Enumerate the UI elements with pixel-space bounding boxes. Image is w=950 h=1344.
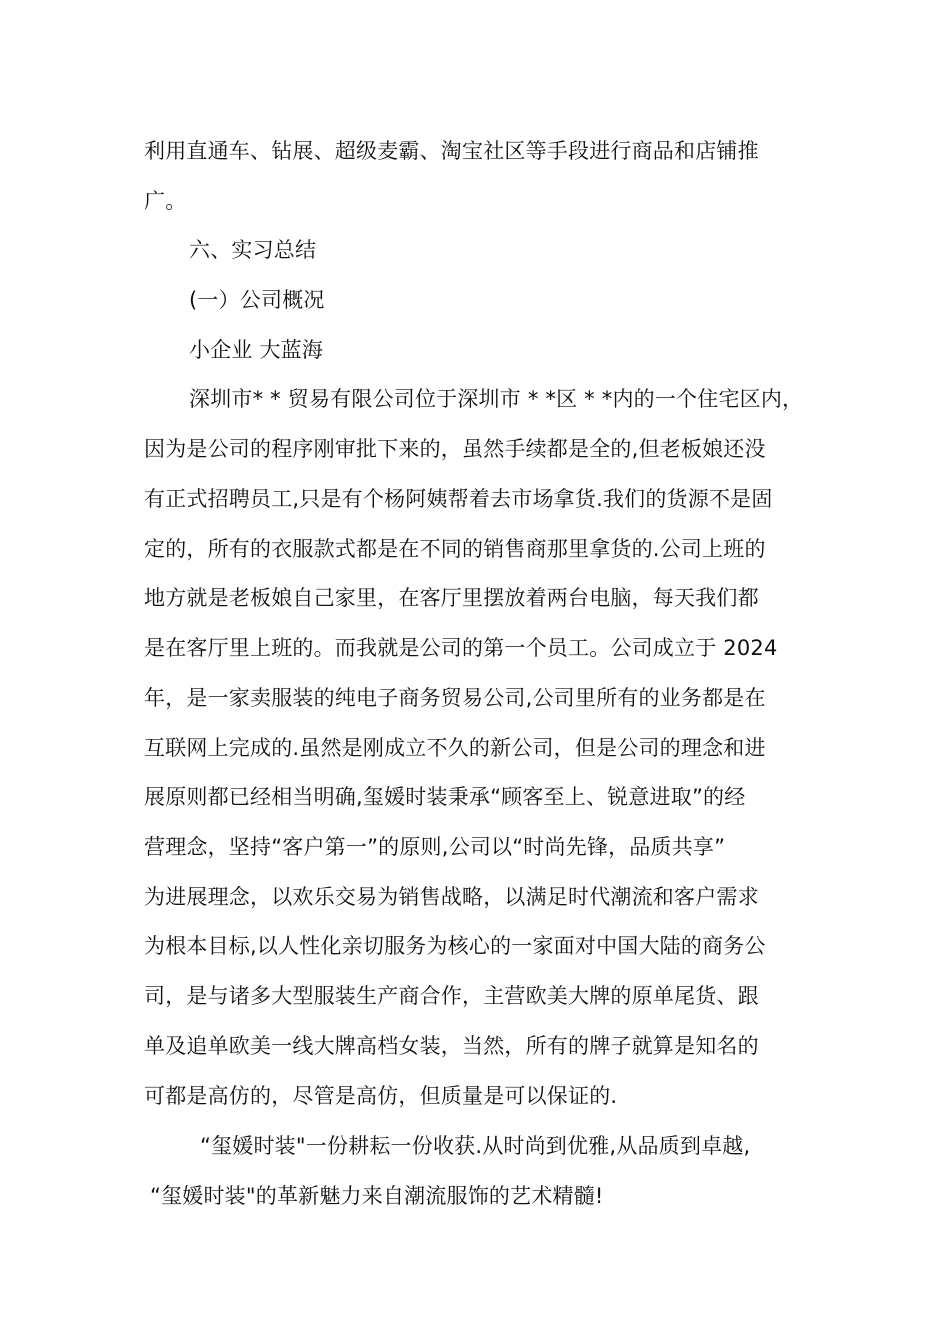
body-text-line: “玺媛时装"一份耕耘一份收获.从时尚到优雅,从品质到卓越,: [200, 1134, 751, 1158]
body-text-line: 司，是与诸多大型服装生产商合作，主营欧美大牌的原单尾货、跟: [144, 984, 759, 1008]
section-heading: 六、实习总结: [189, 238, 317, 262]
body-text-line: 地方就是老板娘自己家里，在客厅里摆放着两台电脑，每天我们都: [144, 586, 759, 610]
body-text-line: 是在客厅里上班的。而我就是公司的第一个员工。公司成立于 2024: [144, 636, 778, 660]
body-text-line: 深圳市* * 贸易有限公司位于深圳市 * *区 * *内的一个住宅区内，: [189, 387, 804, 411]
body-text-line: 为进展理念，以欢乐交易为销售战略，以满足时代潮流和客户需求: [144, 885, 759, 909]
body-text-line: “玺媛时装"的革新魅力来自潮流服饰的艺术精髓!: [150, 1184, 604, 1208]
body-text-line: 广。: [144, 189, 187, 213]
paragraph-title: 小企业 大蓝海: [189, 338, 324, 362]
body-text-line: 因为是公司的程序刚审批下来的，虽然手续都是全的,但老板娘还没: [144, 437, 766, 461]
body-text-line: 展原则都已经相当明确,玺媛时装秉承“顾客至上、锐意进取”的经: [144, 785, 746, 809]
body-text-line: 为根本目标,以人性化亲切服务为核心的一家面对中国大陆的商务公: [144, 934, 766, 958]
body-text-line: 单及追单欧美一线大牌高档女装，当然，所有的牌子就算是知名的: [144, 1034, 759, 1058]
body-text-line: 年，是一家卖服装的纯电子商务贸易公司,公司里所有的业务都是在: [144, 686, 766, 710]
body-text-line: 利用直通车、钻展、超级麦霸、淘宝社区等手段进行商品和店铺推: [144, 139, 759, 163]
body-text-line: 定的，所有的衣服款式都是在不同的销售商那里拿货的.公司上班的: [144, 537, 766, 561]
body-text-line: 营理念，坚持“客户第一”的原则,公司以“时尚先锋，品质共享”: [144, 835, 726, 859]
body-text-line: 有正式招聘员工,只是有个杨阿姨帮着去市场拿货.我们的货源不是固: [144, 487, 773, 511]
subsection-heading: (一）公司概况: [189, 288, 325, 312]
body-text-line: 可都是高仿的，尽管是高仿，但质量是可以保证的.: [144, 1084, 618, 1108]
body-text-line: 互联网上完成的.虽然是刚成立不久的新公司，但是公司的理念和进: [144, 736, 766, 760]
